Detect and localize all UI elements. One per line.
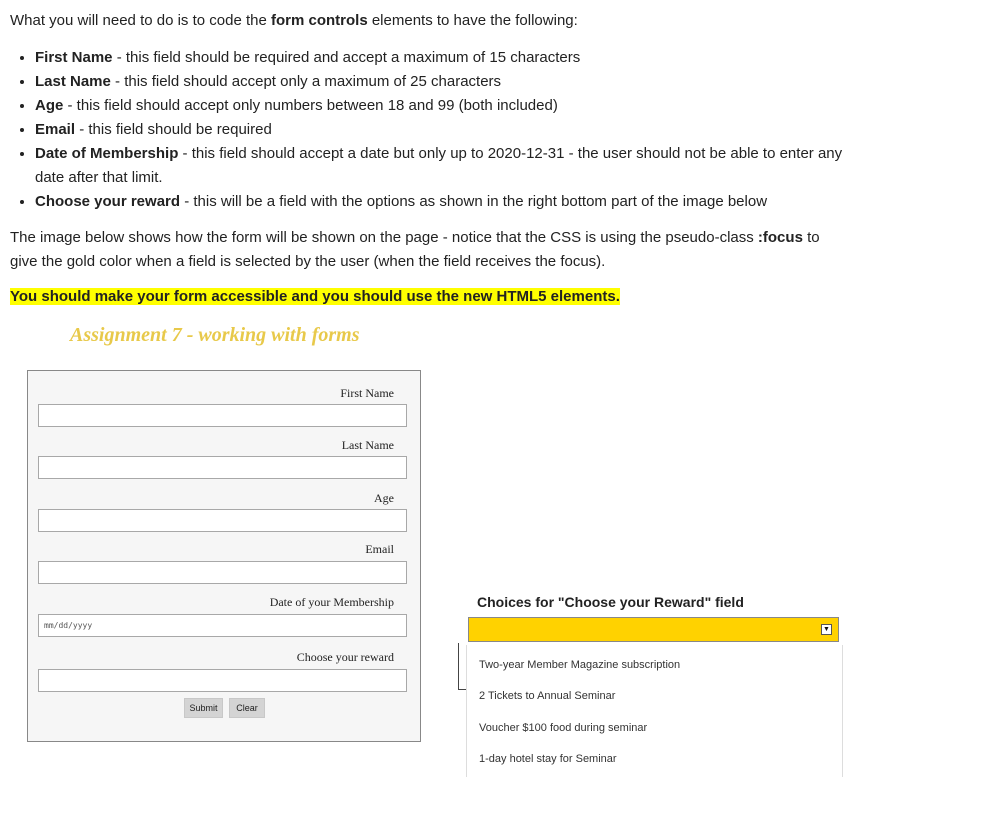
dropdown-arrow-icon[interactable]: ▼ xyxy=(821,624,832,635)
email-label: Email xyxy=(365,542,394,556)
reward-label: Choose your reward xyxy=(296,650,394,664)
membership-date-input[interactable] xyxy=(38,614,407,637)
requirement-item: • Date of Membership - this field should accept a date but only up to 2020-12-31 - the user should not be able to enter any date after that limit. xyxy=(35,142,855,190)
intro-text: What you will need to do is to code the form controls elements to have the following: xyxy=(10,12,578,29)
reward-option[interactable]: Two-year Member Magazine subscription xyxy=(479,659,681,671)
reward-option[interactable]: 1-day hotel stay for Seminar xyxy=(479,753,617,765)
first-name-input[interactable] xyxy=(38,404,407,427)
requirements-list xyxy=(10,46,855,214)
email-input[interactable] xyxy=(38,561,407,584)
reward-option[interactable]: 2 Tickets to Annual Seminar xyxy=(479,690,616,702)
last-name-label: Last Name xyxy=(341,438,394,452)
requirement-item: • Choose your reward - this will be a field with the options as shown in the right bottom part of the image below xyxy=(35,190,855,214)
requirement-item: • Age - this field should accept only numbers between 18 and 99 (both included) xyxy=(35,94,855,118)
reward-option[interactable]: Voucher $100 food during seminar xyxy=(479,722,648,734)
highlight-note: You should make your form accessible and you should use the new HTML5 elements. xyxy=(10,288,620,305)
requirement-item: • Email - this field should be required xyxy=(35,118,855,142)
clear-button[interactable]: Clear xyxy=(229,698,265,718)
requirement-item: • First Name - this field should be required and accept a maximum of 15 characters xyxy=(35,46,855,70)
age-input[interactable] xyxy=(38,509,407,532)
focus-note: The image below shows how the form will be shown on the page - notice that the CSS is using the pseudo-class :focus to give the gold color when a field is selected by the user (when the field receives the focus). xyxy=(10,229,820,270)
form-preview-title: Assignment 7 - working with forms xyxy=(70,324,360,346)
date-placeholder: mm/dd/yyyy xyxy=(44,621,93,630)
divider xyxy=(458,643,459,690)
reward-select-open[interactable] xyxy=(468,617,839,642)
age-label: Age xyxy=(374,491,394,505)
reward-select[interactable] xyxy=(38,669,407,692)
reward-choices-heading: Choices for "Choose your Reward" field xyxy=(477,594,744,610)
last-name-input[interactable] xyxy=(38,456,407,479)
membership-date-label: Date of your Membership xyxy=(269,595,394,609)
reward-option-list xyxy=(466,645,843,777)
submit-button[interactable]: Submit xyxy=(184,698,223,718)
requirement-item: • Last Name - this field should accept only a maximum of 25 characters xyxy=(35,70,855,94)
first-name-label: First Name xyxy=(340,386,394,400)
